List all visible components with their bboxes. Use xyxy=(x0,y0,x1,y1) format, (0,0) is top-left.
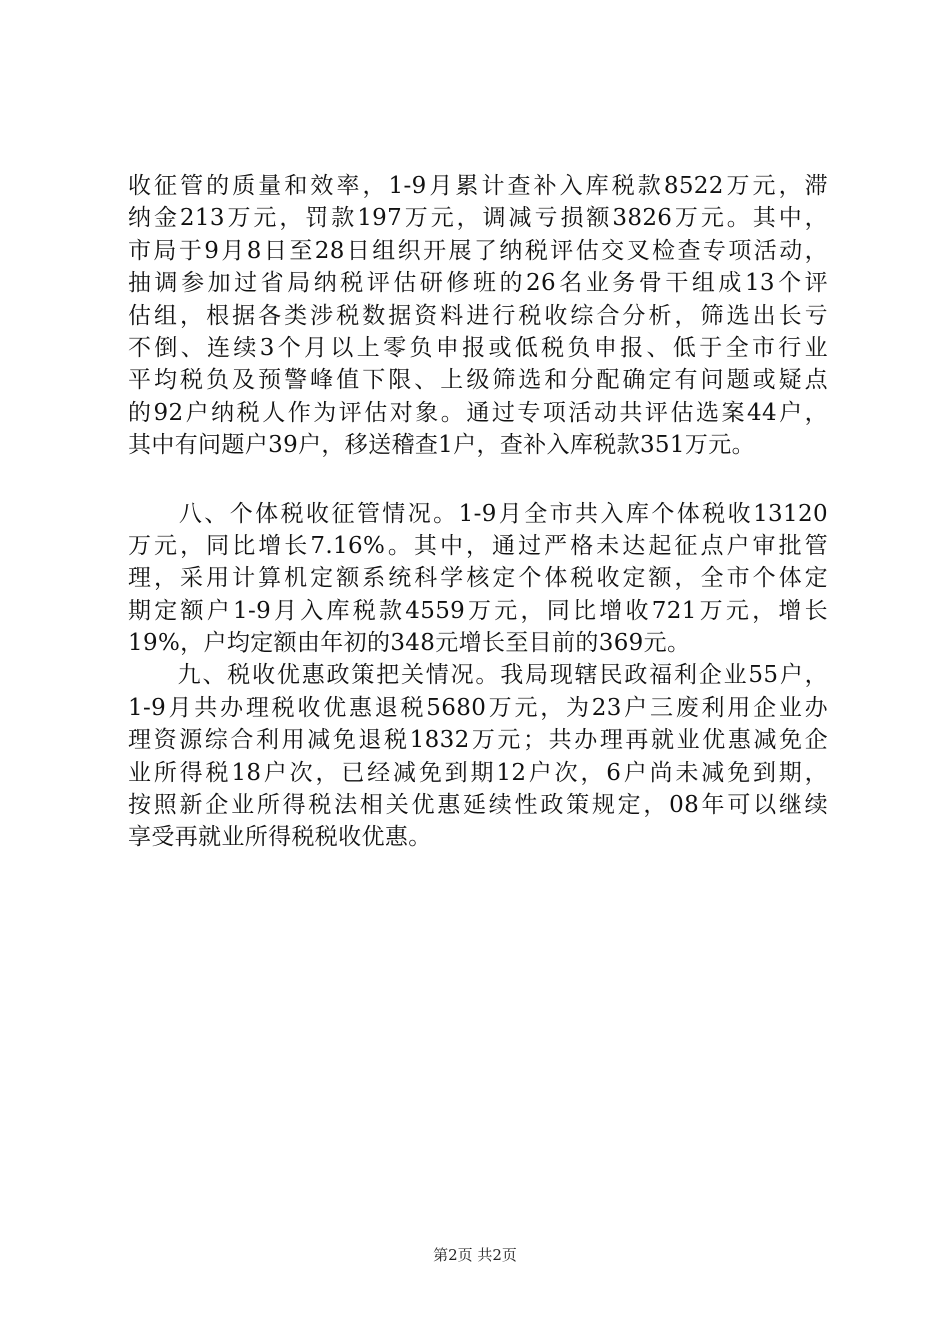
text-line: 其中有问题户39户，移送稽查1户，查补入库税款351万元。 xyxy=(128,432,755,459)
text-line: 不倒、连续3个月以上零负申报或低税负申报、低于全市行业 xyxy=(128,334,828,361)
text-line: 估组，根据各类涉税数据资料进行税收综合分析，筛选出长亏 xyxy=(128,302,828,329)
text-line: 理，采用计算机定额系统科学核定个体税收定额，全市个体定 xyxy=(128,565,828,592)
text-line: 纳金213万元，罚款197万元，调减亏损额3826万元。其中， xyxy=(128,205,828,232)
paragraph-gap xyxy=(128,462,828,498)
page-footer: 第2页 共2页 xyxy=(433,1246,517,1264)
text-line: 平均税负及预警峰值下限、上级筛选和分配确定有问题或疑点 xyxy=(128,367,828,394)
text-line: 市局于9月8日至28日组织开展了纳税评估交叉检查专项活动， xyxy=(128,237,828,264)
text-line: 八、个体税收征管情况。1-9月全市共入库个体税收13120 xyxy=(128,500,828,527)
text-line: 1-9月共办理税收优惠退税5680万元，为23户三废利用企业办 xyxy=(128,694,828,721)
text-line: 期定额户1-9月入库税款4559万元，同比增收721万元，增长 xyxy=(128,597,828,624)
text-line: 的92户纳税人作为评估对象。通过专项活动共评估选案44户， xyxy=(128,399,828,426)
text-line: 按照新企业所得税法相关优惠延续性政策规定，08年可以继续 xyxy=(128,792,828,819)
text-line: 九、税收优惠政策把关情况。我局现辖民政福利企业55户， xyxy=(128,662,828,689)
text-line: 理资源综合利用减免退税1832万元；共办理再就业优惠减免企 xyxy=(128,727,828,754)
paragraph-enforcement xyxy=(128,170,828,462)
text-line: 万元，同比增长7.16%。其中，通过严格未达起征点户审批管 xyxy=(128,532,828,559)
document-body xyxy=(128,170,828,854)
paragraph-preferential-policy xyxy=(128,659,828,853)
text-line: 业所得税18户次，已经减免到期12户次，6户尚未减免到期， xyxy=(128,759,828,786)
text-line: 收征管的质量和效率，1-9月累计查补入库税款8522万元，滞 xyxy=(128,173,828,199)
paragraph-individual-tax xyxy=(128,498,828,660)
text-line: 19%，户均定额由年初的348元增长至目前的369元。 xyxy=(128,630,691,657)
text-line: 抽调参加过省局纳税评估研修班的26名业务骨干组成13个评 xyxy=(128,270,828,297)
text-line: 享受再就业所得税税收优惠。 xyxy=(128,824,432,851)
